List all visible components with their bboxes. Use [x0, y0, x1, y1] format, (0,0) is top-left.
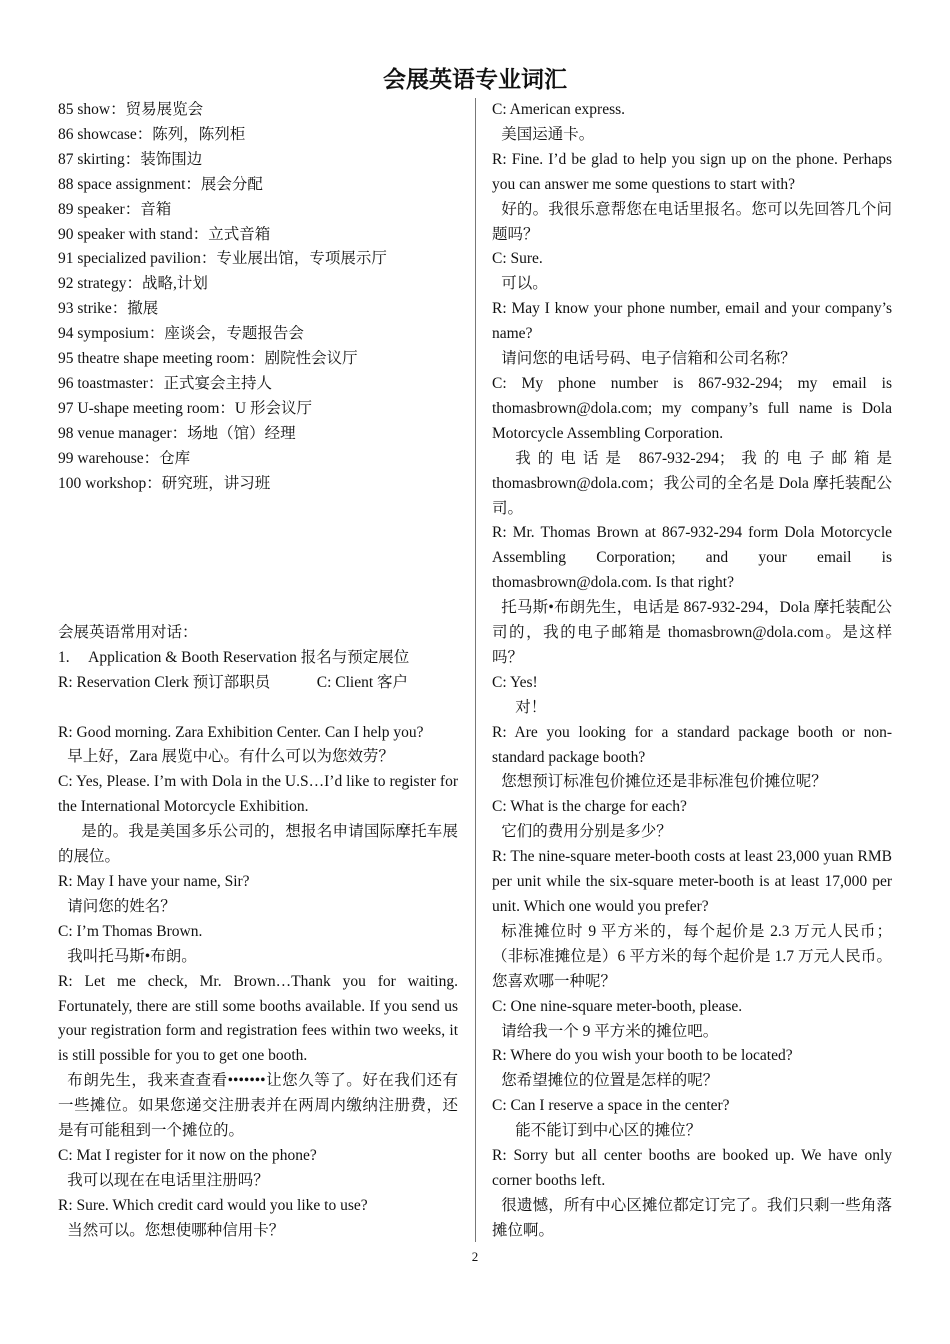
vocab-item: 93 strike：撤展 [58, 300, 159, 318]
dialog-zh: 您希望摊位的位置是怎样的呢？ [501, 1072, 719, 1090]
right-column [492, 98, 892, 1244]
dialog-en: R: Let me check, Mr. Brown…Thank you for waiting. Fortunately, there are still some booths available. If you send us your registration form and registration fees within two weeks, it is still possible for you to get one booth. [58, 972, 458, 1065]
dialog-zh: 它们的费用分别是多少？ [501, 823, 672, 841]
vocab-item: 88 space assignment：展会分配 [58, 175, 263, 193]
vocab-item: 90 speaker with stand：立式音箱 [58, 225, 271, 243]
dialog-en: C: Yes, Please. I’m with Dola in the U.S…I’d like to register for the International Motorcycle Exhibition. [58, 773, 458, 816]
page-number: 2 [471, 1249, 479, 1264]
dialog-zh: 可以。 [501, 275, 548, 293]
dialog-zh: 早上好，Zara 展览中心。有什么可以为您效劳？ [67, 748, 395, 766]
dialog-en: C: I’m Thomas Brown. [58, 922, 203, 940]
dialog-en: R: Fine. I’d be glad to help you sign up on the phone. Perhaps you can answer me some questions to start with? [492, 150, 892, 193]
dialog-zh: 我可以现在在电话里注册吗？ [67, 1171, 269, 1189]
dialog-zh: 美国运通卡。 [501, 125, 595, 143]
vocab-item: 85 show：贸易展览会 [58, 101, 204, 118]
dialog-en: R: Sure. Which credit card would you like to use? [58, 1196, 368, 1214]
section-title: 1. Application & Booth Reservation 报名与预定展位 [58, 648, 410, 666]
dialog-en: C: Can I reserve a space in the center? [492, 1097, 730, 1115]
dialog-zh: 布朗先生，我来查查看•••••••让您久等了。好在我们还有一些摊位。如果您递交注册表并在两周内缴纳注册费，还是有可能租到一个摊位的。 [58, 1072, 458, 1140]
dialog-en: R: Where do you wish your booth to be located? [492, 1047, 793, 1065]
dialog-en: C: Sure. [492, 250, 543, 268]
vocab-item: 91 specialized pavilion：专业展出馆，专项展示厅 [58, 250, 387, 268]
dialog-zh: 好的。我很乐意帮您在电话里报名。您可以先回答几个问题吗？ [492, 200, 892, 243]
dialog-en: R: May I have your name, Sir? [58, 873, 250, 890]
dialog-en: R: Mr. Thomas Brown at 867-932-294 form Dola Motorcycle Assembling Corporation; and your email is thomasbrown@dola.com. Is that right? [492, 524, 892, 592]
dialog-zh: 当然可以。您想使哪种信用卡？ [67, 1221, 285, 1239]
dialog-zh: 对！ [515, 698, 547, 716]
vocab-item: 96 toastmaster：正式宴会主持人 [58, 374, 272, 392]
dialog-heading: 会展英语常用对话： [58, 623, 198, 641]
dialog-en: R: Good morning. Zara Exhibition Center. Can I help you? [58, 723, 424, 741]
vocab-item: 92 strategy：战略,计划 [58, 275, 208, 293]
vocab-item: 100 workshop：研究班，讲习班 [58, 474, 271, 492]
dialog-zh: 很遗憾，所有中心区摊位都定订完了。我们只剩一些角落摊位啊。 [492, 1196, 892, 1239]
vocab-item: 95 theatre shape meeting room：剧院性会议厅 [58, 350, 358, 368]
page-title: 会展英语专业词汇 [383, 67, 567, 92]
dialog-zh: 是的。我是美国多乐公司的，想报名申请国际摩托车展的展位。 [58, 823, 458, 866]
dialog-en: R: Sorry but all center booths are booked up. We have only corner booths left. [492, 1147, 892, 1189]
dialog-en: C: One nine-square meter-booth, please. [492, 997, 743, 1015]
dialog-en: C: American express. [492, 101, 626, 118]
vocab-item: 89 speaker：音箱 [58, 200, 172, 218]
vocab-list [58, 98, 458, 497]
dialog-en: C: Mat I register for it now on the phone? [58, 1146, 317, 1164]
vocab-item: 94 symposium：座谈会，专题报告会 [58, 325, 304, 343]
dialog-zh: 我叫托马斯•布朗。 [67, 947, 197, 965]
dialog-en: C: What is the charge for each? [492, 798, 687, 816]
left-column [58, 98, 458, 1244]
vocab-item: 86 showcase：陈列，陈列柜 [58, 125, 246, 143]
dialog-zh: 能不能订到中心区的摊位？ [515, 1122, 702, 1140]
dialog-zh: 请问您的姓名？ [67, 897, 176, 915]
vocab-item: 99 warehouse：仓库 [58, 449, 191, 467]
dialog-en: C: My phone number is 867-932-294; my email is thomasbrown@dola.com; my company’s full name is Dola Motorcycle Assembling Corporation. [492, 374, 892, 442]
dialog-en: C: Yes! [492, 673, 538, 691]
dialog-left [58, 721, 458, 1244]
dialog-en: R: The nine-square meter-booth costs at least 23,000 yuan RMB per unit while the six-square meter-booth is at least 17,000 per unit. Which one would you prefer? [492, 848, 892, 915]
vocab-item: 87 skirting：装饰围边 [58, 150, 203, 168]
dialog-zh: 标准摊位时 9 平方米的，每个起价是 2.3 万元人民币；（非标准摊位是）6 平方米的每个起价是 1.7 万元人民币。您喜欢哪一种呢？ [492, 922, 892, 990]
dialog-zh: 请问您的电话号码、电子信箱和公司名称？ [501, 350, 796, 368]
dialog-zh: 您想预订标准包价摊位还是非标准包价摊位呢？ [501, 773, 827, 791]
column-divider [475, 98, 476, 1242]
dialog-en: R: Are you looking for a standard package booth or non-standard package booth? [492, 723, 892, 766]
vocab-item: 97 U-shape meeting room：U 形会议厅 [58, 399, 312, 417]
dialog-en: R: May I know your phone number, email and your company’s name? [492, 300, 892, 343]
dialog-zh: 托马斯•布朗先生，电话是 867-932-294，Dola 摩托装配公司的，我的电子邮箱是 thomasbrown@dola.com。是这样吗？ [492, 599, 892, 666]
vocab-item: 98 venue manager：场地（馆）经理 [58, 424, 296, 442]
roles-legend: R: Reservation Clerk 预订部职员 C: Client 客户 [58, 673, 409, 691]
dialog-zh: 请给我一个 9 平方米的摊位吧。 [501, 1022, 719, 1040]
dialog-zh: 我的电话是 867-932-294；我的电子邮箱是 thomasbrown@dola.com；我公司的全名是 Dola 摩托装配公司。 [492, 449, 892, 517]
